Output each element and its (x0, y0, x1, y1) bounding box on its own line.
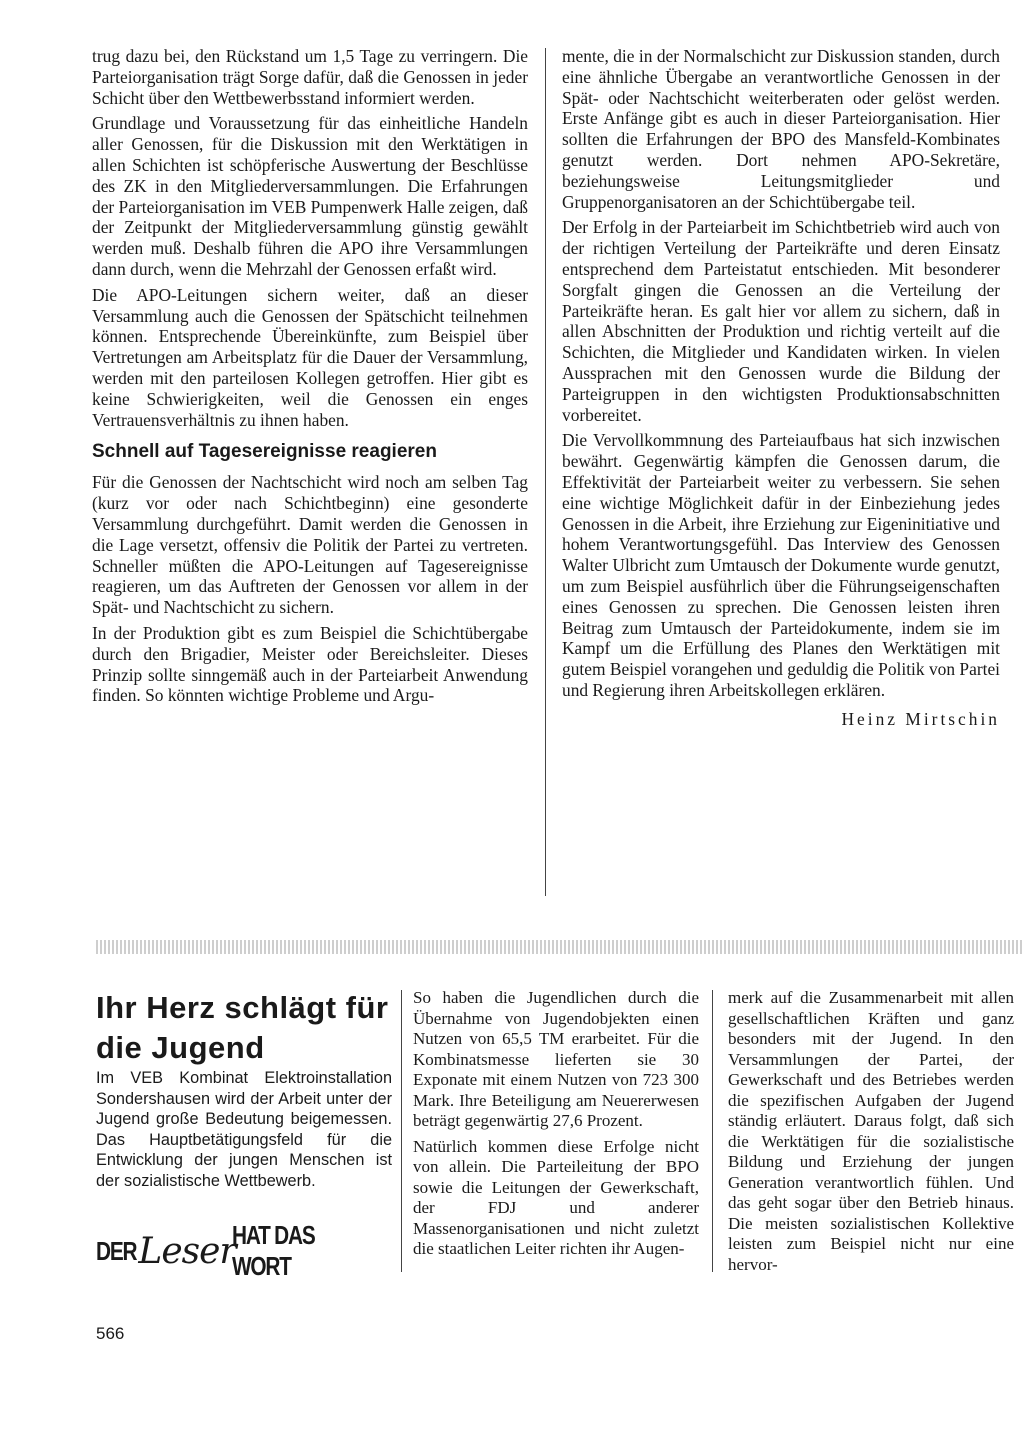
rubric-script-word: Leser (138, 1230, 236, 1272)
paragraph: Der Erfolg in der Parteiarbeit im Schichtbetrieb wird auch von der richtigen Verteilung der Parteikräfte und deren Einsatz entsprechend dem Parteistatut entschieden. Mit besonderer Sorgfalt gingen die Genossen an die Verteilung der Parteikräfte heran. Es galt hier vor allem zu sichern, daß in allen Abschnitten der Produktion und richtig verteilt auf die Schichten, die Mitglieder und Kandidaten wirken. In vielen Aussprachen mit den Genossen wurde die Bildung der Parteigruppen in den wichtigsten Produktionsabschnitten vorbereitet. (562, 217, 1000, 425)
column-divider (712, 990, 713, 1272)
column-divider (401, 990, 402, 1272)
paragraph: mente, die in der Normalschicht zur Diskussion standen, durch eine ähnliche Übergabe an verantwortliche Genossen in der Spät- oder Nachtschicht weiterberaten oder gelöst werden. Erste Anfänge gibt es auch in dieser Parteiorganisation. Hier sollten die Erfahrungen der BPO des Mansfeld-Kombinates genutzt werden. Dort nehmen APO-Sekretäre, beziehungsweise Leitungsmitglieder und Gruppenorganisatoren an der Schichtübergabe teil. (562, 46, 1000, 212)
paragraph: merk auf die Zusammenarbeit mit allen gesellschaftlichen Kräften und ganz besonders mit der Jugend. In den Versammlungen der Partei, der Gewerkschaft und des Betriebes werden die spezifischen Aufgaben der Jugend ständig erläutert. Daraus folgt, daß sich die Werktätigen für die sozialistische Bildung und Erziehung der jungen Generation verantwortlich fühlen. Und das geht sogar über den Betrieb hinaus. Die meisten sozialistischen Kollektive leisten zum Beispiel nicht nur eine hervor- (728, 988, 1014, 1274)
author-signature: Heinz Mirtschin (841, 708, 1000, 729)
section-heading: Schnell auf Tagesereignisse reagieren (92, 441, 437, 463)
rubric-word-left: DER (96, 1235, 137, 1266)
lower-right-column (728, 988, 1014, 1280)
page-number: 566 (96, 1324, 125, 1343)
rubric-word-right: HAT DAS WORT (231, 1220, 315, 1281)
upper-right-column (562, 46, 1000, 730)
paragraph: Die Vervollkommnung des Parteiaufbaus hat sich inzwischen bewährt. Gegenwärtig kämpfen die Genossen darum, die Effektivität der Parteiarbeit weiter zu verbessern. Sie sehen eine wichtige Möglichkeit dafür in der Einbeziehung jedes Genossen in die Arbeit, ihre Erziehung zur Eigeninitiative und hohem Verantwortungsgefühl. Das Interview des Genossen Walter Ulbricht zum Umtausch der Dokumente wurde genutzt, um zum Beispiel ausführlich über die Führungseigenschaften eines Genossen zu sprechen. Die Genossen leisten ihren Beitrag zum Umtausch der Parteidokumente, indem sie im Kampf um die Erfüllung des Planes den Werktätigen mit gutem Beispiel vorangehen und geduldig die Politik von Partei und Regierung ihren Arbeitskollegen erklären. (562, 430, 1000, 700)
section-separator-band (96, 940, 1024, 954)
paragraph: Für die Genossen der Nachtschicht wird noch am selben Tag (kurz vor oder nach Schichtbeginn) eine gesonderte Versammlung durchgeführt. Damit werden die Genossen in die Lage versetzt, offensiv die Politik der Partei zu vertreten. Schneller müßten die APO-Leitungen auf Tagesereignisse reagieren, um das Auftreten der Genossen vor allem in der Spät- und Nachtschicht zu sichern. (92, 472, 528, 618)
rubric-logo (96, 1220, 386, 1281)
paragraph: So haben die Jugendlichen durch die Übernahme von Jugendobjekten einen Nutzen von 65,5 TM erarbeitet. Für die Kombinatsmesse lieferten sie 30 Exponate mit einem Nutzen von 723 300 Mark. Ihre Beteiligung am Neuererwesen beträgt gegenwärtig 27,6 Prozent. (413, 988, 699, 1130)
column-divider (545, 48, 546, 896)
article-intro: Im VEB Kombinat Elektroinstallation Sondershausen wird der Arbeit unter der Jugend große Bedeutung beigemessen. Das Hauptbetätigungsfeld für die Entwicklung der jungen Menschen ist der sozialistische Wettbewerb. (96, 1069, 392, 1190)
paragraph: Grundlage und Voraussetzung für das einheitliche Handeln aller Genossen, für die Diskussion mit den Werktätigen in allen Schichten ist schöpferische Auswertung der Beschlüsse des ZK in den Mitgliederversammlungen. Die Erfahrungen der Parteiorganisation im VEB Pumpenwerk Halle zeigen, daß der Zeitpunkt der Mitgliederversammlung günstig gewählt werden muß. Deshalb führen die APO ihre Versammlungen dann durch, wenn die Mehrzahl der Genossen erfaßt wird. (92, 113, 528, 279)
paragraph: Natürlich kommen diese Erfolge nicht von allein. Die Parteileitung der BPO sowie die Leitungen der Gewerkschaft, der FDJ und anderer Massenorganisationen und nicht zuletzt die staatlichen Leiter richten ihr Augen- (413, 1136, 699, 1258)
paragraph: trug dazu bei, den Rückstand um 1,5 Tage zu verringern. Die Parteiorganisation trägt Sorge dafür, daß die Genossen in jeder Schicht über den Wettbewerbsstand informiert werden. (92, 46, 528, 108)
upper-left-column (92, 46, 528, 711)
lower-middle-column (413, 988, 699, 1265)
paragraph: Die APO-Leitungen sichern weiter, daß an dieser Versammlung auch die Genossen der Spätschicht teilnehmen können. Entsprechende Übereinkünfte, zum Beispiel über Vertretungen am Arbeitsplatz für die Dauer der Versammlung, werden mit den parteilosen Kollegen getroffen. Hier gibt es keine Schwierigkeiten, weil die Genossen ein enges Vertrauensverhältnis zu ihnen haben. (92, 284, 528, 430)
article-headline: Ihr Herz schlägt für die Jugend (96, 990, 389, 1065)
paragraph: In der Produktion gibt es zum Beispiel die Schichtübergabe durch den Brigadier, Meister oder Bereichsleiter. Dieses Prinzip sollte sinngemäß auch in der Parteiarbeit Anwendung finden. So könnten wichtige Probleme und Argu- (92, 622, 528, 706)
